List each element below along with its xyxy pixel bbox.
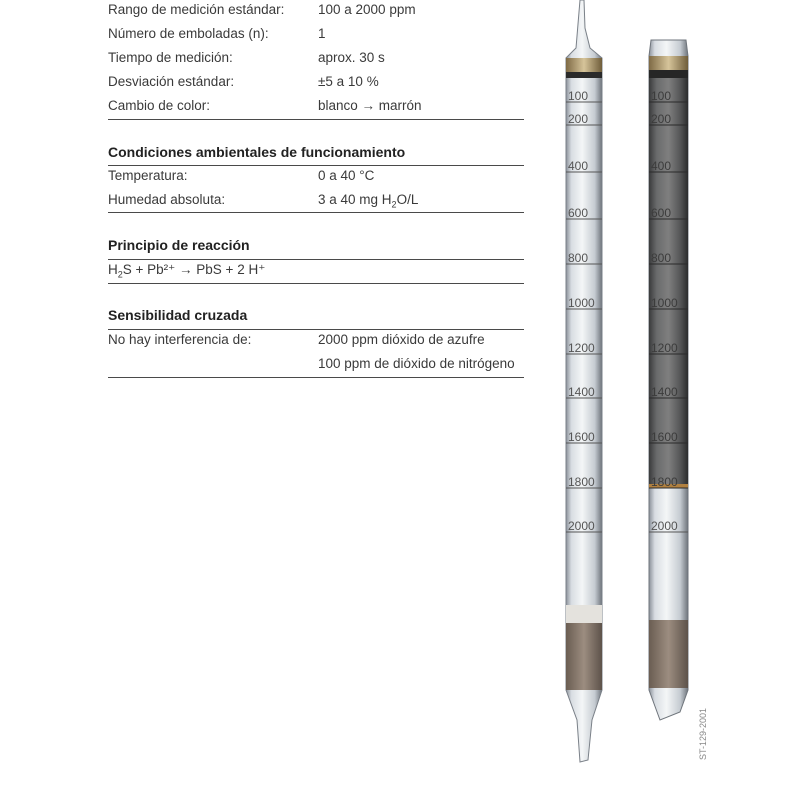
cross-sensitivity-heading: Sensibilidad cruzada bbox=[108, 307, 248, 323]
scale-label: 800 bbox=[568, 251, 589, 265]
spec-value: 100 a 2000 ppm bbox=[318, 2, 416, 17]
spec-label: Cambio de color: bbox=[108, 98, 211, 113]
condition-value: 3 a 40 mg $H_2O/L$ bbox=[318, 192, 419, 210]
condition-label: Temperatura: bbox=[108, 168, 188, 183]
scale-label: 400 bbox=[651, 159, 672, 173]
spec-value: ±5 a 10 % bbox=[318, 74, 379, 89]
spec-label: Desviación estándar: bbox=[108, 74, 235, 89]
scale-label: 1800 bbox=[651, 475, 678, 489]
scale-label: 1000 bbox=[568, 296, 595, 310]
scale-label: 100 bbox=[651, 89, 672, 103]
scale-label: 1000 bbox=[651, 296, 678, 310]
scale-label: 1200 bbox=[568, 341, 595, 355]
cross-label: No hay interferencia de: bbox=[108, 332, 252, 347]
scale-label: 1400 bbox=[568, 385, 595, 399]
conditions-heading: Condiciones ambientales de funcionamiento bbox=[108, 144, 406, 160]
cross-value: 2000 ppm dióxido de azufre bbox=[318, 332, 485, 347]
scale-label: 1200 bbox=[651, 341, 678, 355]
scale-label: 100 bbox=[568, 89, 589, 103]
scale-label: 1600 bbox=[568, 430, 595, 444]
spec-value: blanco → marrón bbox=[318, 98, 422, 113]
document-code: ST-129-2001 bbox=[698, 707, 708, 760]
scale-label: 1800 bbox=[568, 475, 595, 489]
cross-value: 100 ppm de dióxido de nitrógeno bbox=[318, 356, 515, 371]
scale-label: 200 bbox=[651, 112, 672, 126]
scale-label: 800 bbox=[651, 251, 672, 265]
condition-label: Humedad absoluta: bbox=[108, 192, 226, 207]
condition-value: 0 a 40 °C bbox=[318, 168, 375, 183]
scale-label: 2000 bbox=[568, 519, 595, 533]
spec-label: Tiempo de medición: bbox=[108, 50, 233, 65]
spec-label: Número de emboladas (n): bbox=[108, 26, 269, 41]
scale-label: 600 bbox=[568, 206, 589, 220]
scale-label: 200 bbox=[568, 112, 589, 126]
spec-value: 1 bbox=[318, 26, 326, 41]
scale-label: 2000 bbox=[651, 519, 678, 533]
scale-label: 1600 bbox=[651, 430, 678, 444]
reacted-tube bbox=[649, 40, 688, 720]
spec-label: Rango de medición estándar: bbox=[108, 2, 285, 17]
reaction-heading: Principio de reacción bbox=[108, 237, 250, 253]
scale-label: 600 bbox=[651, 206, 672, 220]
scale-label: 400 bbox=[568, 159, 589, 173]
reaction-equation: $H_2S + Pb^{2+}$ → PbS + 2 H⁺ bbox=[108, 262, 266, 280]
spec-value: aprox. 30 s bbox=[318, 50, 385, 65]
scale-label: 1400 bbox=[651, 385, 678, 399]
